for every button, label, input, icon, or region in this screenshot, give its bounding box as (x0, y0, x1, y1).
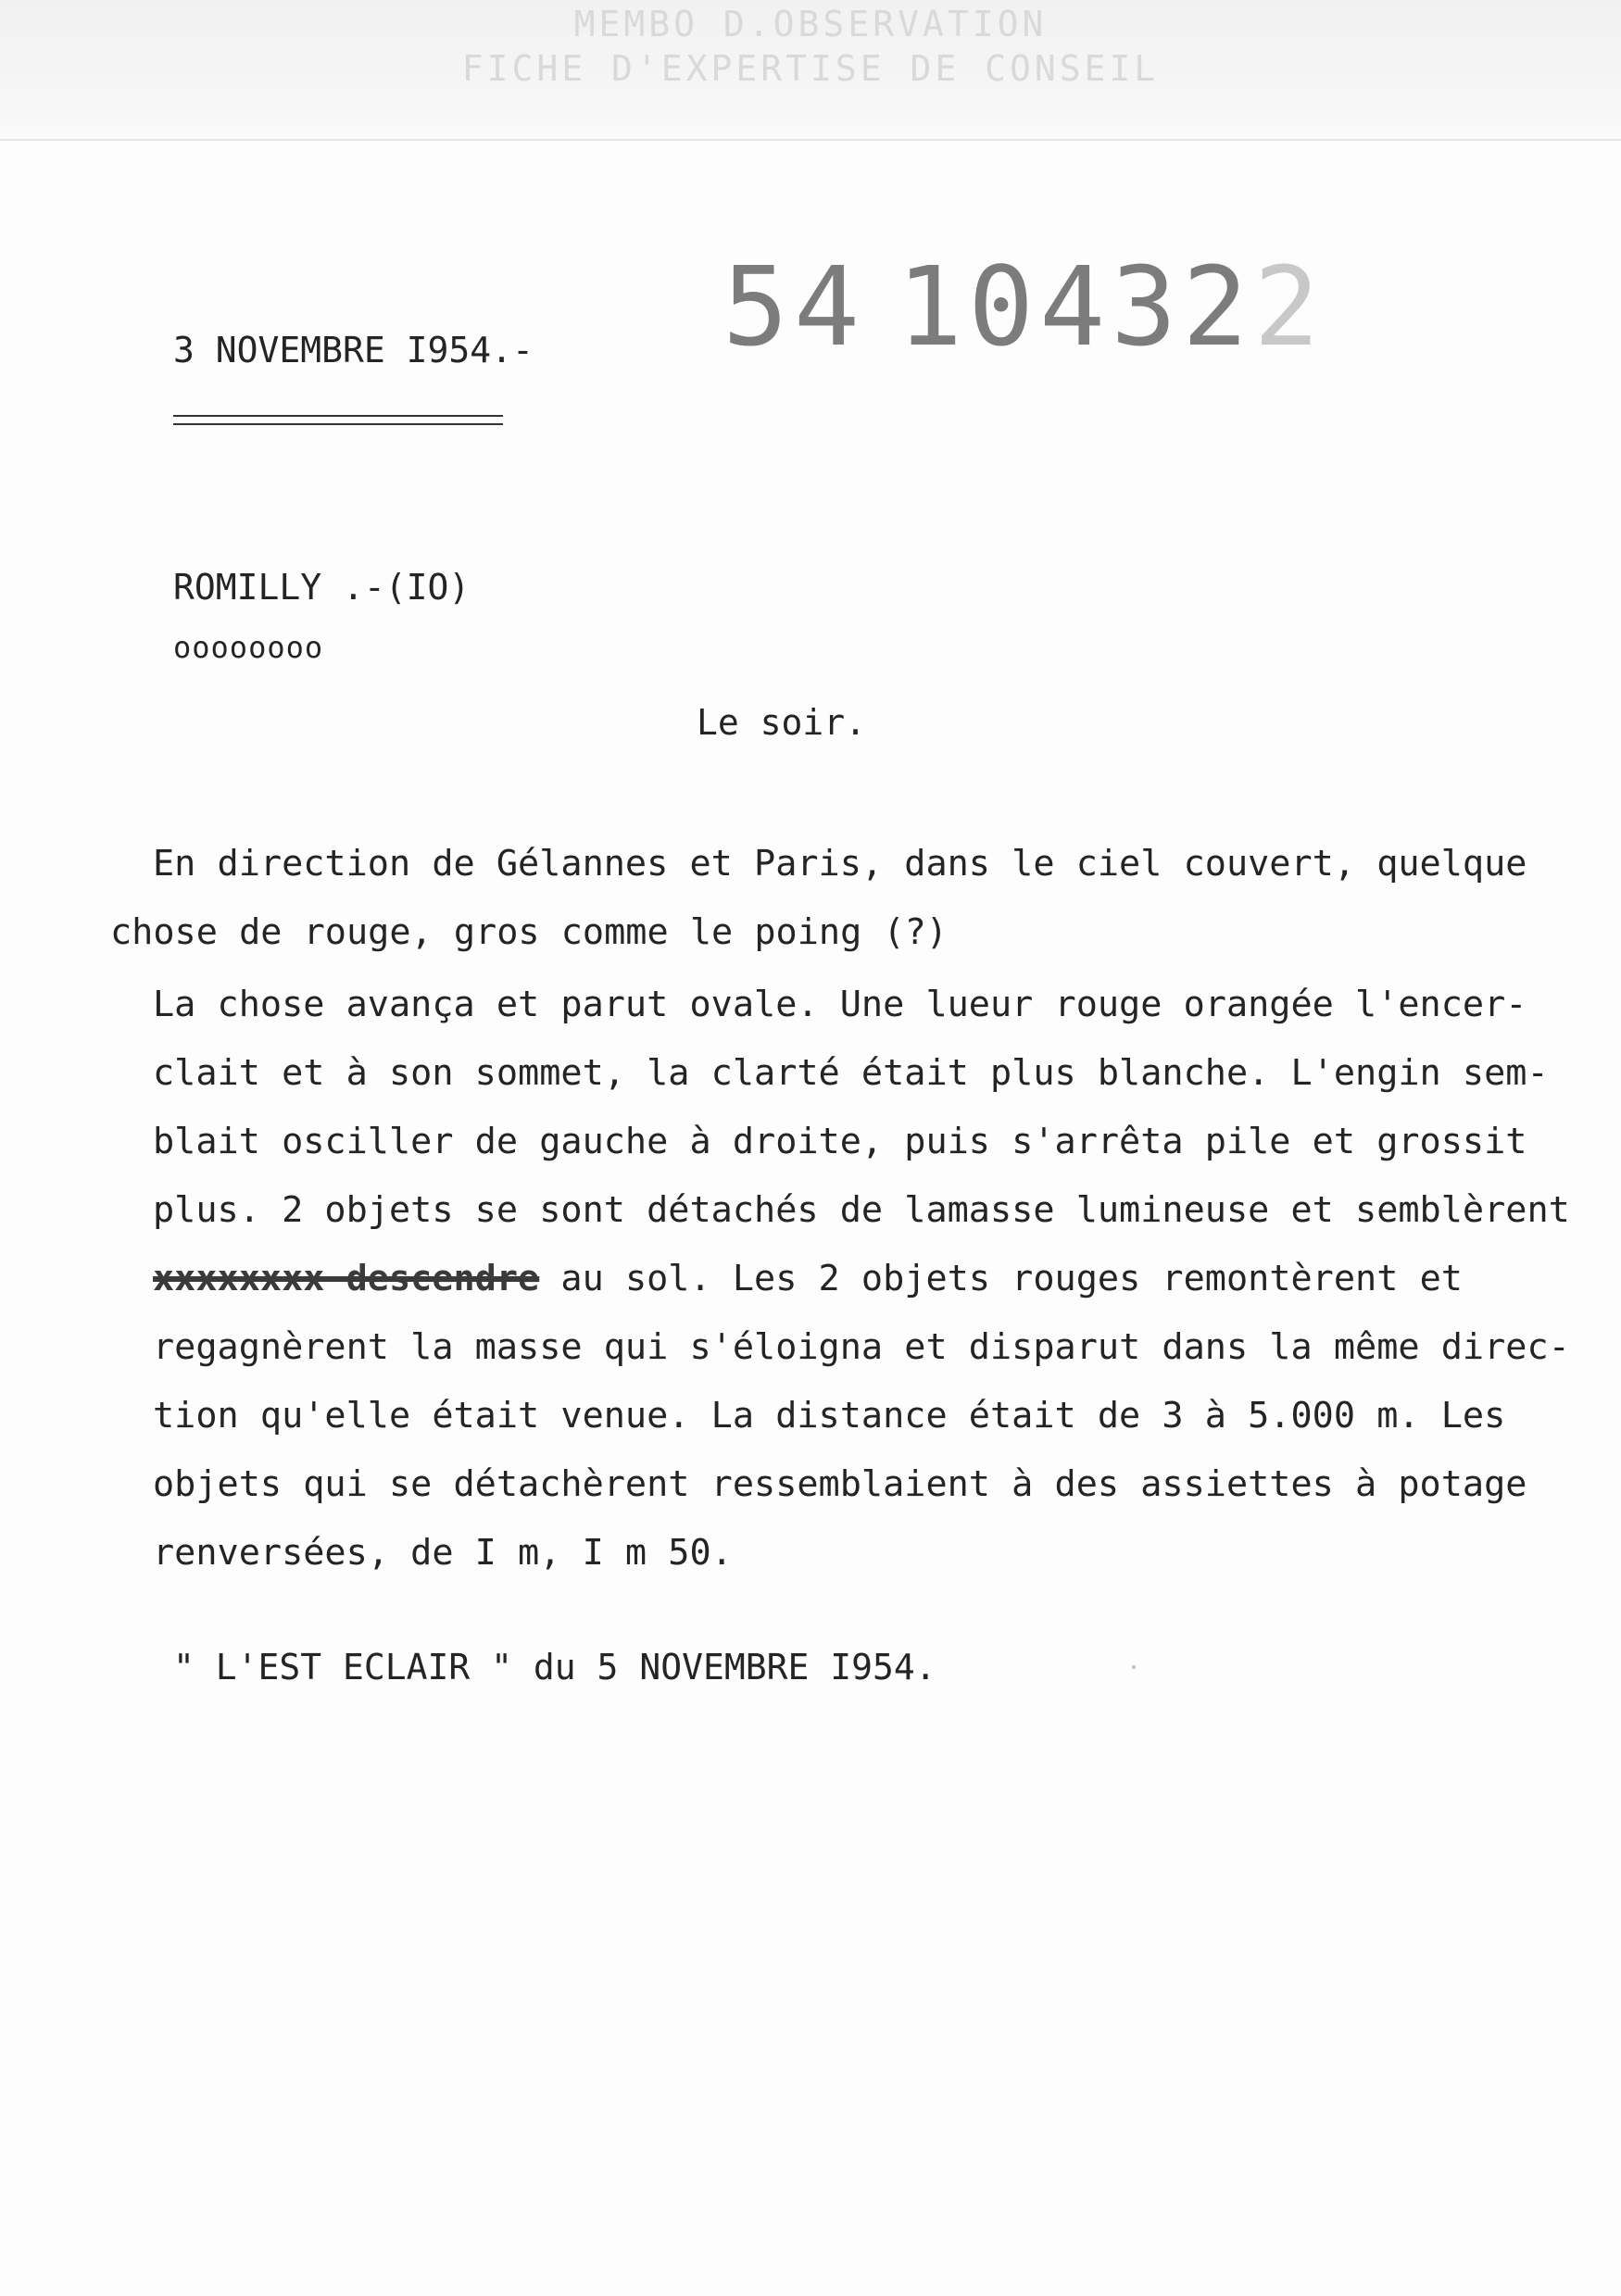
previous-page-edge (0, 0, 1621, 141)
paper-speck (1132, 1665, 1136, 1669)
paragraph-2 (153, 971, 1570, 1587)
paragraph-1-line-1: En direction de Gélannes et Paris, dans le ciel couvert, quelque (153, 843, 1527, 885)
paragraph-2-line-4: plus. 2 objets se sont détachés de lamasse lumineuse et semblèrent (153, 1189, 1570, 1231)
paragraph-2-line-8: objets qui se détachèrent ressemblaient à des assiettes à potage (153, 1463, 1527, 1505)
paragraph-2-line-6: regagnèrent la masse qui s'éloigna et disparut dans la même direc- (153, 1326, 1570, 1368)
ghost-header-line2: FICHE D'EXPERTISE DE CONSEIL (461, 48, 1160, 89)
stamp-part-c: 2 (1253, 243, 1326, 370)
stamp-part-a: 54 (723, 243, 866, 370)
time-of-day: Le soir. (697, 702, 867, 743)
paragraph-2-line-3: blait osciller de gauche à droite, puis s'arrêta pile et grossit (153, 1121, 1527, 1162)
paragraph-2-line-9: renversées, de I m, I m 50. (153, 1532, 733, 1574)
report-date: 3 NOVEMBRE I954.- (173, 330, 534, 370)
paragraph-2-line-1: La chose avança et parut ovale. Une lueur rouge orangée l'encer- (153, 984, 1527, 1025)
date-underline (173, 415, 503, 425)
paragraph-2-line-5 (153, 1245, 1570, 1313)
paragraph-1-line-2: chose de rouge, gros comme le poing (?) (110, 911, 948, 953)
reference-number-stamp (723, 243, 1325, 370)
location-heading: ROMILLY .-(IO) (173, 567, 471, 608)
paragraph-2-line-2: clait et à son sommet, la clarté était plus blanche. L'engin sem- (153, 1052, 1549, 1094)
stamp-part-b: 10432 (897, 243, 1254, 370)
paragraph-1 (110, 830, 1527, 967)
struck-out-text: xxxxxxxx descendre (153, 1258, 540, 1299)
source-citation: " L'EST ECLAIR " du 5 NOVEMBRE I954. (173, 1647, 936, 1687)
paragraph-2-line-7: tion qu'elle était venue. La distance était de 3 à 5.000 m. Les (153, 1395, 1506, 1437)
ghost-header-line1: MEMBO D.OBSERVATION (573, 4, 1048, 44)
paragraph-2-line-5-rest: au sol. Les 2 objets rouges remontèrent et (539, 1258, 1463, 1299)
location-underline: oooooooo (173, 630, 324, 665)
